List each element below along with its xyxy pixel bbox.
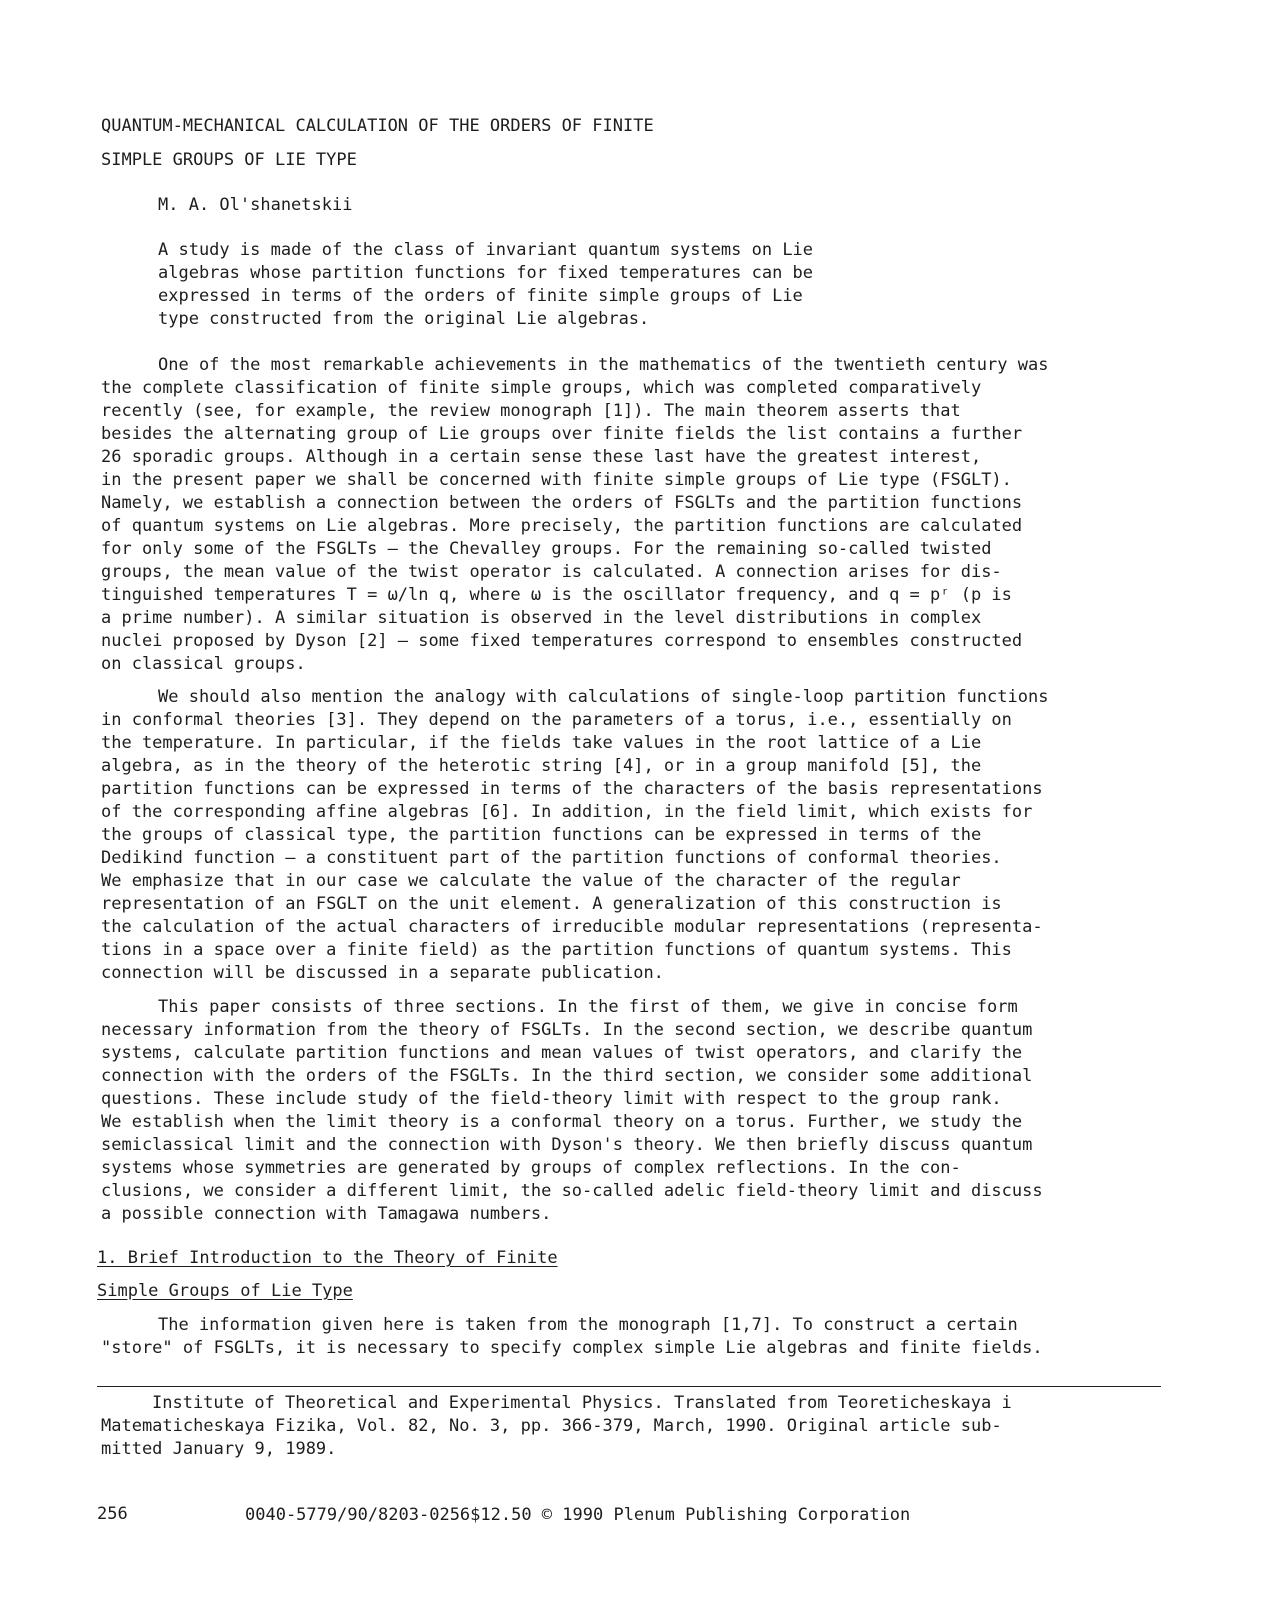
paragraph-line: connection with the orders of the FSGLTs. In the third section, we consider some additional (101, 1066, 1033, 1086)
body-paragraph-3 (101, 996, 1161, 1226)
paragraph-line: necessary information from the theory of FSGLTs. In the second section, we describe quantum (101, 1020, 1033, 1040)
paragraph-line: representation of an FSGLT on the unit element. A generalization of this construction is (101, 894, 1002, 914)
section-heading-line-2: Simple Groups of Lie Type (97, 1281, 353, 1301)
paragraph-line: One of the most remarkable achievements in the mathematics of the twentieth century was (158, 355, 1049, 375)
paragraph-line: of quantum systems on Lie algebras. More precisely, the partition functions are calculated (101, 516, 1023, 536)
copyright-line: 0040-5779/90/8203-0256$12.50 © 1990 Plenum Publishing Corporation (245, 1505, 911, 1525)
paragraph-line: tinguished temperatures T = ω/ln q, where ω is the oscillator frequency, and q = pʳ (p is (101, 585, 1012, 605)
paragraph-line: nuclei proposed by Dyson [2] — some fixed temperatures correspond to ensembles constructed (101, 631, 1023, 651)
paragraph-line: 26 sporadic groups. Although in a certain sense these last have the greatest interest, (101, 447, 982, 467)
paragraph-line: clusions, we consider a different limit, the so-called adelic field-theory limit and discuss (101, 1181, 1043, 1201)
paragraph-line: for only some of the FSGLTs — the Chevalley groups. For the remaining so-called twisted (101, 539, 992, 559)
section-heading-line-1: 1. Brief Introduction to the Theory of Finite (97, 1248, 558, 1268)
footnote-line: mitted January 9, 1989. (101, 1439, 337, 1459)
section-paragraph (101, 1314, 1161, 1360)
paragraph-line: of the corresponding affine algebras [6]. In addition, in the field limit, which exists for (101, 802, 1033, 822)
footnote (101, 1392, 1161, 1461)
paragraph-line: in the present paper we shall be concerned with finite simple groups of Lie type (FSGLT). (101, 470, 1012, 490)
paragraph-line: the complete classification of finite simple groups, which was completed comparatively (101, 378, 982, 398)
paragraph-line: systems whose symmetries are generated by groups of complex reflections. In the con- (101, 1158, 961, 1178)
paragraph-line: This paper consists of three sections. In the first of them, we give in concise form (158, 997, 1018, 1017)
paragraph-line: We emphasize that in our case we calculate the value of the character of the regular (101, 871, 961, 891)
abstract-line: algebras whose partition functions for fixed temperatures can be (158, 263, 814, 283)
paragraph-line: on classical groups. (101, 654, 306, 674)
footnote-divider (97, 1386, 1161, 1387)
article-title-line-1: QUANTUM-MECHANICAL CALCULATION OF THE ORDERS OF FINITE (101, 116, 654, 136)
paragraph-line: systems, calculate partition functions and mean values of twist operators, and clarify the (101, 1043, 1023, 1063)
paragraph-line: We should also mention the analogy with calculations of single-loop partition functions (158, 687, 1049, 707)
paragraph-line: connection will be discussed in a separate publication. (101, 963, 664, 983)
paragraph-line: in conformal theories [3]. They depend on the parameters of a torus, i.e., essentially on (101, 710, 1012, 730)
footnote-line: Matematicheskaya Fizika, Vol. 82, No. 3, pp. 366-379, March, 1990. Original article sub- (101, 1416, 1002, 1436)
paragraph-line: algebra, as in the theory of the heterotic string [4], or in a group manifold [5], the (101, 756, 982, 776)
page-number: 256 (97, 1504, 128, 1524)
paragraph-line: recently (see, for example, the review monograph [1]). The main theorem asserts that (101, 401, 961, 421)
paragraph-line: tions in a space over a finite field) as the partition functions of quantum systems. This (101, 940, 1012, 960)
paragraph-line: the temperature. In particular, if the fields take values in the root lattice of a Lie (101, 733, 982, 753)
body-paragraph-2 (101, 686, 1161, 985)
paragraph-line: partition functions can be expressed in terms of the characters of the basis representations (101, 779, 1043, 799)
paragraph-line: the groups of classical type, the partition functions can be expressed in terms of the (101, 825, 982, 845)
paragraph-line: a prime number). A similar situation is observed in the level distributions in complex (101, 608, 982, 628)
paragraph-line: groups, the mean value of the twist operator is calculated. A connection arises for dis- (101, 562, 1002, 582)
paragraph-line: "store" of FSGLTs, it is necessary to specify complex simple Lie algebras and finite fields. (101, 1338, 1043, 1358)
paragraph-line: Namely, we establish a connection between the orders of FSGLTs and the partition functions (101, 493, 1023, 513)
paragraph-line: a possible connection with Tamagawa numbers. (101, 1204, 552, 1224)
paragraph-line: semiclassical limit and the connection with Dyson's theory. We then briefly discuss quantum (101, 1135, 1033, 1155)
paragraph-line: the calculation of the actual characters of irreducible modular representations (representa- (101, 917, 1043, 937)
abstract (158, 239, 918, 331)
paragraph-line: We establish when the limit theory is a conformal theory on a torus. Further, we study the (101, 1112, 1023, 1132)
paragraph-line: The information given here is taken from the monograph [1,7]. To construct a certain (158, 1315, 1018, 1335)
abstract-line: expressed in terms of the orders of finite simple groups of Lie (158, 286, 803, 306)
body-paragraph-1 (101, 354, 1161, 676)
paragraph-line: Dedikind function — a constituent part of the partition functions of conformal theories. (101, 848, 1002, 868)
paragraph-line: besides the alternating group of Lie groups over finite fields the list contains a further (101, 424, 1023, 444)
author-name: M. A. Ol'shanetskii (158, 195, 353, 215)
paragraph-line: questions. These include study of the field-theory limit with respect to the group rank. (101, 1089, 1002, 1109)
abstract-line: type constructed from the original Lie algebras. (158, 309, 650, 329)
article-title-line-2: SIMPLE GROUPS OF LIE TYPE (101, 150, 357, 170)
abstract-line: A study is made of the class of invariant quantum systems on Lie (158, 240, 814, 260)
footnote-line: Institute of Theoretical and Experimental Physics. Translated from Teoreticheskaya i (152, 1393, 1012, 1413)
